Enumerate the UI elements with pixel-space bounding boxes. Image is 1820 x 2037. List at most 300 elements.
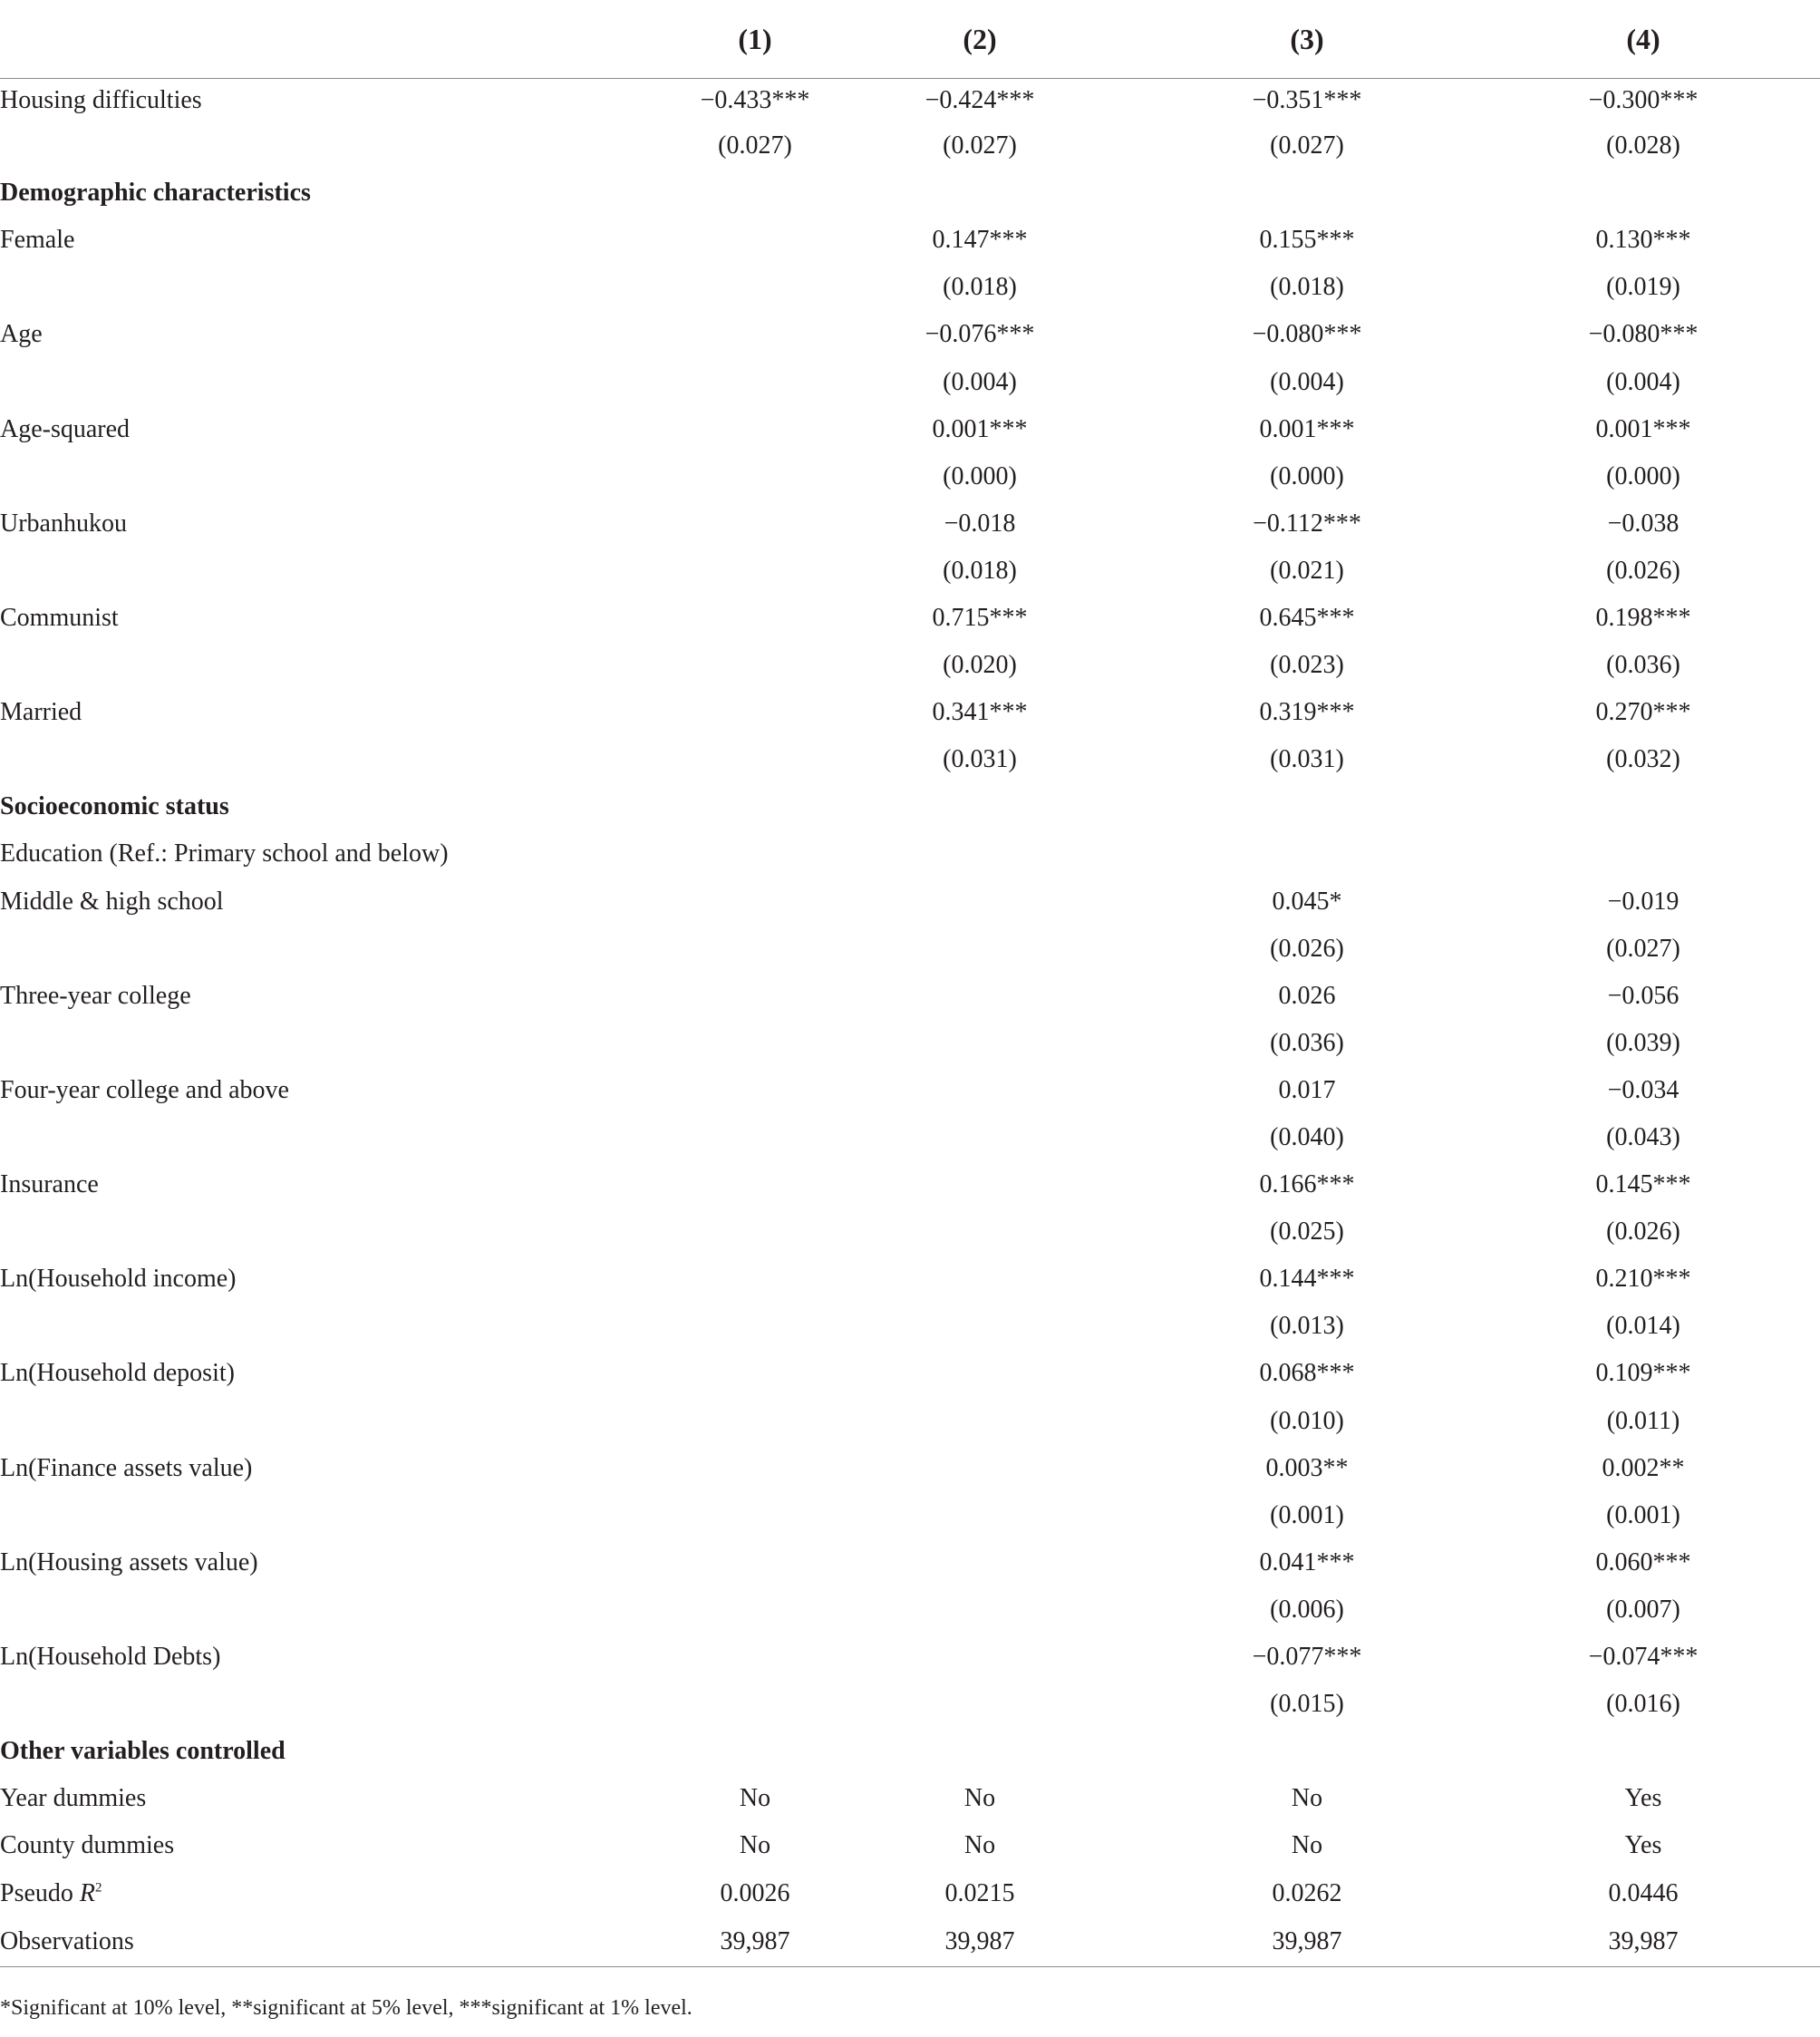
section-heading-socioeconomic-status: Socioeconomic status	[0, 792, 229, 821]
empty-label-cell	[0, 122, 580, 170]
standard-error-value: (0.027)	[943, 131, 1017, 160]
empty-label-cell	[0, 1020, 580, 1067]
empty-label-cell	[0, 1492, 580, 1539]
coefficient-cell	[812, 1256, 1147, 1303]
standard-error-row	[0, 1492, 1820, 1539]
standard-error-cell	[580, 453, 812, 500]
coefficient-cell	[1467, 595, 1820, 642]
coefficient-value: 0.001***	[932, 414, 1028, 443]
standard-error-row	[0, 642, 1820, 689]
statistic-value: No	[963, 1784, 996, 1813]
standard-error-value: (0.026)	[1606, 556, 1680, 585]
coefficient-row	[0, 689, 1820, 736]
empty-label-cell	[0, 1303, 580, 1350]
coefficient-cell	[1467, 500, 1820, 548]
column-header-model-1: (1)	[580, 0, 812, 79]
coefficient-cell	[812, 1350, 1147, 1397]
standard-error-cell	[812, 122, 1147, 170]
coefficient-cell	[1147, 878, 1467, 926]
coefficient-row	[0, 1445, 1820, 1492]
standard-error-cell	[1147, 926, 1467, 973]
statistic-label-pseudo-r	[0, 1869, 580, 1916]
standard-error-cell	[812, 1398, 1147, 1445]
table-body	[0, 79, 1820, 1967]
standard-error-cell	[1147, 1492, 1467, 1539]
empty-label-cell	[0, 453, 580, 500]
standard-error-cell	[580, 1398, 812, 1445]
standard-error-cell	[1147, 358, 1467, 405]
coefficient-cell	[812, 595, 1147, 642]
standard-error-row	[0, 122, 1820, 170]
coefficient-value: 0.341***	[932, 698, 1028, 727]
coefficient-value: −0.034	[1607, 1075, 1680, 1104]
subheading-education-ref-primary-school-and-below: Education (Ref.: Primary school and below)	[0, 839, 449, 868]
standard-error-cell	[580, 1020, 812, 1067]
standard-error-cell	[1147, 642, 1467, 689]
statistic-label-text: Pseudo R	[0, 1878, 96, 1907]
standard-error-cell	[580, 264, 812, 311]
variable-label-ln-household-debts: Ln(Household Debts)	[0, 1643, 221, 1672]
standard-error-cell	[580, 1114, 812, 1161]
variable-label-three-year-college: Three-year college	[0, 981, 191, 1010]
section-row	[0, 1728, 1820, 1775]
variable-label-married: Married	[0, 698, 82, 727]
coefficient-row	[0, 500, 1820, 548]
empty-label-cell	[0, 1114, 580, 1161]
standard-error-value: (0.031)	[1270, 745, 1344, 774]
standard-error-cell	[1467, 1492, 1820, 1539]
coefficient-row	[0, 79, 1820, 123]
section-heading-other-variables-controlled: Other variables controlled	[0, 1737, 286, 1766]
coefficient-cell	[580, 1350, 812, 1397]
section-heading-demographic-characteristics: Demographic characteristics	[0, 179, 311, 208]
coefficient-value: 0.715***	[932, 603, 1028, 632]
variable-label-ln-housing-assets-value: Ln(Housing assets value)	[0, 1547, 258, 1576]
coefficient-cell	[1467, 217, 1820, 264]
standard-error-cell	[812, 1020, 1147, 1067]
statistic-value: 39,987	[1467, 1917, 1820, 1967]
standard-error-cell	[1467, 264, 1820, 311]
coefficient-value: −0.351***	[1252, 86, 1362, 114]
coefficient-value: −0.056	[1607, 981, 1680, 1010]
standard-error-row	[0, 548, 1820, 595]
standard-error-cell	[580, 122, 812, 170]
statistic-label-text: Observations	[0, 1926, 134, 1955]
standard-error-value: (0.007)	[1606, 1595, 1680, 1624]
column-header-model-2: (2)	[812, 0, 1147, 79]
coefficient-value: −0.433***	[700, 86, 810, 114]
standard-error-value: (0.000)	[1606, 461, 1680, 490]
section-row	[0, 783, 1820, 830]
empty-label-cell	[0, 1681, 580, 1728]
standard-error-cell	[1467, 1208, 1820, 1256]
statistic-value: 0.0026	[720, 1878, 790, 1907]
standard-error-value: (0.026)	[1606, 1217, 1680, 1246]
coefficient-cell	[812, 1445, 1147, 1492]
statistic-row	[0, 1822, 1820, 1869]
coefficient-cell	[812, 689, 1147, 736]
standard-error-value: (0.027)	[718, 131, 792, 160]
coefficient-row	[0, 1256, 1820, 1303]
standard-error-row	[0, 1114, 1820, 1161]
coefficient-cell	[1147, 1445, 1467, 1492]
variable-label-age-squared: Age-squared	[0, 414, 131, 443]
statistic-label-observations	[0, 1917, 580, 1967]
coefficient-value: −0.300***	[1588, 86, 1699, 114]
column-header-model-4: (4)	[1467, 0, 1820, 79]
column-header-model-3: (3)	[1147, 0, 1467, 79]
standard-error-value: (0.018)	[943, 556, 1017, 585]
coefficient-value: 0.319***	[1259, 698, 1355, 727]
standard-error-row	[0, 453, 1820, 500]
statistic-label-county-dummies	[0, 1822, 580, 1869]
coefficient-cell	[580, 1067, 812, 1114]
standard-error-value: (0.019)	[1606, 273, 1680, 302]
coefficient-value: −0.080***	[1588, 320, 1699, 349]
coefficient-cell	[1147, 1634, 1467, 1681]
statistic-value: No	[739, 1784, 771, 1813]
coefficient-value: 0.060***	[1595, 1547, 1691, 1576]
coefficient-cell	[580, 311, 812, 358]
variable-label-four-year-college-and-above: Four-year college and above	[0, 1075, 289, 1104]
coefficient-cell	[1147, 1161, 1467, 1208]
coefficient-row	[0, 406, 1820, 453]
coefficient-cell	[580, 79, 812, 123]
coefficient-cell	[580, 973, 812, 1020]
coefficient-cell	[1147, 311, 1467, 358]
coefficient-value: −0.077***	[1252, 1643, 1362, 1672]
standard-error-value: (0.040)	[1270, 1123, 1344, 1152]
coefficient-cell	[580, 1634, 812, 1681]
statistic-value: No	[1291, 1831, 1323, 1860]
standard-error-cell	[812, 1208, 1147, 1256]
coefficient-cell	[1147, 406, 1467, 453]
standard-error-value: (0.013)	[1270, 1312, 1344, 1341]
standard-error-row	[0, 736, 1820, 783]
standard-error-value: (0.000)	[943, 461, 1017, 490]
standard-error-value: (0.001)	[1606, 1500, 1680, 1529]
empty-label-cell	[0, 1208, 580, 1256]
empty-label-cell	[0, 1398, 580, 1445]
coefficient-cell	[580, 595, 812, 642]
standard-error-value: (0.036)	[1270, 1028, 1344, 1057]
standard-error-row	[0, 358, 1820, 405]
empty-label-cell	[0, 926, 580, 973]
statistic-value: 39,987	[812, 1917, 1147, 1967]
table-header	[0, 0, 1820, 79]
standard-error-value: (0.039)	[1606, 1028, 1680, 1057]
standard-error-value: (0.010)	[1270, 1406, 1344, 1435]
coefficient-row	[0, 1539, 1820, 1586]
statistic-label-year-dummies	[0, 1775, 580, 1822]
standard-error-cell	[1467, 1303, 1820, 1350]
standard-error-cell	[1467, 1586, 1820, 1634]
standard-error-row	[0, 926, 1820, 973]
coefficient-cell	[580, 1256, 812, 1303]
standard-error-cell	[1147, 1114, 1467, 1161]
standard-error-value: (0.004)	[1270, 367, 1344, 396]
coefficient-value: 0.041***	[1259, 1547, 1355, 1576]
coefficient-cell	[812, 878, 1147, 926]
statistic-value: Yes	[1624, 1784, 1662, 1813]
empty-label-cell	[0, 548, 580, 595]
coefficient-value: −0.019	[1607, 887, 1680, 916]
standard-error-value: (0.027)	[1270, 131, 1344, 160]
empty-label-cell	[0, 642, 580, 689]
coefficient-cell	[1147, 1256, 1467, 1303]
coefficient-row	[0, 311, 1820, 358]
coefficient-cell	[1467, 1445, 1820, 1492]
standard-error-value: (0.011)	[1606, 1406, 1680, 1435]
standard-error-value: (0.043)	[1606, 1123, 1680, 1152]
coefficient-cell	[1467, 973, 1820, 1020]
standard-error-cell	[1147, 1303, 1467, 1350]
coefficient-cell	[1467, 1067, 1820, 1114]
coefficient-value: −0.074***	[1588, 1643, 1699, 1672]
statistic-value: 39,987	[1147, 1917, 1467, 1967]
coefficient-cell	[1467, 1256, 1820, 1303]
standard-error-value: (0.015)	[1270, 1690, 1344, 1719]
coefficient-row	[0, 1634, 1820, 1681]
standard-error-value: (0.014)	[1606, 1312, 1680, 1341]
coefficient-cell	[580, 217, 812, 264]
coefficient-row	[0, 1161, 1820, 1208]
standard-error-cell	[580, 358, 812, 405]
standard-error-cell	[1467, 358, 1820, 405]
standard-error-cell	[1147, 1208, 1467, 1256]
coefficient-value: 0.198***	[1595, 603, 1691, 632]
standard-error-value: (0.004)	[1606, 367, 1680, 396]
standard-error-cell	[580, 1303, 812, 1350]
standard-error-cell	[1147, 1020, 1467, 1067]
standard-error-cell	[812, 358, 1147, 405]
coefficient-cell	[812, 1067, 1147, 1114]
standard-error-cell	[1467, 1114, 1820, 1161]
statistic-value: No	[739, 1831, 771, 1860]
empty-label-cell	[0, 358, 580, 405]
header-row	[0, 0, 1820, 79]
standard-error-value: (0.036)	[1606, 651, 1680, 680]
statistic-row	[0, 1775, 1820, 1822]
superscript: 2	[95, 1880, 102, 1896]
standard-error-cell	[1147, 264, 1467, 311]
variable-label-ln-household-income: Ln(Household income)	[0, 1265, 237, 1294]
standard-error-cell	[1147, 453, 1467, 500]
standard-error-cell	[812, 1492, 1147, 1539]
variable-label-insurance: Insurance	[0, 1170, 99, 1199]
coefficient-cell	[812, 1161, 1147, 1208]
coefficient-value: 0.210***	[1595, 1265, 1691, 1294]
standard-error-cell	[812, 548, 1147, 595]
standard-error-cell	[1467, 548, 1820, 595]
standard-error-cell	[812, 264, 1147, 311]
standard-error-cell	[812, 453, 1147, 500]
statistic-value: Yes	[1624, 1831, 1662, 1860]
standard-error-cell	[580, 926, 812, 973]
coefficient-row	[0, 878, 1820, 926]
standard-error-cell	[812, 1681, 1147, 1728]
coefficient-row	[0, 217, 1820, 264]
coefficient-value: −0.018	[944, 509, 1016, 538]
coefficient-value: 0.145***	[1595, 1170, 1691, 1199]
coefficient-cell	[812, 79, 1147, 123]
coefficient-value: 0.026	[1278, 981, 1336, 1010]
statistic-value: No	[1291, 1784, 1323, 1813]
standard-error-cell	[1467, 642, 1820, 689]
statistic-value: 0.0446	[1608, 1878, 1679, 1907]
coefficient-cell	[580, 500, 812, 548]
coefficient-cell	[580, 1445, 812, 1492]
standard-error-cell	[812, 926, 1147, 973]
coefficient-cell	[580, 689, 812, 736]
statistic-value: 39,987	[580, 1917, 812, 1967]
standard-error-value: (0.018)	[1270, 273, 1344, 302]
standard-error-value: (0.018)	[943, 273, 1017, 302]
empty-label-cell	[0, 1586, 580, 1634]
coefficient-value: 0.002**	[1602, 1453, 1685, 1482]
coefficient-value: 0.045*	[1272, 887, 1342, 916]
coefficient-value: −0.424***	[925, 86, 1035, 114]
standard-error-row	[0, 1586, 1820, 1634]
variable-label-ln-household-deposit: Ln(Household deposit)	[0, 1359, 235, 1388]
standard-error-cell	[580, 736, 812, 783]
variable-label-age: Age	[0, 320, 43, 349]
standard-error-row	[0, 1398, 1820, 1445]
coefficient-cell	[1147, 595, 1467, 642]
coefficient-cell	[1147, 1539, 1467, 1586]
standard-error-value: (0.032)	[1606, 745, 1680, 774]
coefficient-cell	[580, 878, 812, 926]
standard-error-cell	[1147, 548, 1467, 595]
coefficient-cell	[1467, 1350, 1820, 1397]
subheading-row	[0, 830, 1820, 878]
standard-error-cell	[1147, 736, 1467, 783]
coefficient-cell	[812, 500, 1147, 548]
standard-error-value: (0.001)	[1270, 1500, 1344, 1529]
coefficient-value: 0.068***	[1259, 1359, 1355, 1388]
statistic-value: 0.0215	[944, 1878, 1015, 1907]
standard-error-cell	[580, 548, 812, 595]
coefficient-value: 0.130***	[1595, 226, 1691, 255]
standard-error-row	[0, 1681, 1820, 1728]
standard-error-cell	[1147, 1586, 1467, 1634]
coefficient-value: −0.038	[1607, 509, 1680, 538]
standard-error-cell	[812, 1303, 1147, 1350]
standard-error-cell	[812, 736, 1147, 783]
standard-error-value: (0.020)	[943, 651, 1017, 680]
variable-label-communist: Communist	[0, 603, 119, 632]
standard-error-value: (0.006)	[1270, 1595, 1344, 1624]
standard-error-value: (0.004)	[943, 367, 1017, 396]
coefficient-cell	[1467, 1539, 1820, 1586]
statistic-label-text: Year dummies	[0, 1784, 147, 1813]
coefficient-cell	[1147, 500, 1467, 548]
coefficient-value: 0.001***	[1259, 414, 1355, 443]
coefficient-cell	[812, 1539, 1147, 1586]
coefficient-cell	[1467, 878, 1820, 926]
statistic-value: 0.0262	[1272, 1878, 1342, 1907]
standard-error-cell	[812, 642, 1147, 689]
standard-error-cell	[580, 1681, 812, 1728]
coefficient-cell	[812, 973, 1147, 1020]
coefficient-row	[0, 1067, 1820, 1114]
empty-label-cell	[0, 264, 580, 311]
coefficient-value: 0.155***	[1259, 226, 1355, 255]
coefficient-cell	[812, 311, 1147, 358]
statistic-label-text: County dummies	[0, 1831, 175, 1860]
standard-error-cell	[1467, 1681, 1820, 1728]
table-footnote: *Significant at 10% level, **significant at 5% level, ***significant at 1% level.	[0, 1996, 692, 2020]
coefficient-cell	[1467, 1634, 1820, 1681]
standard-error-cell	[812, 1114, 1147, 1161]
coefficient-value: 0.144***	[1259, 1265, 1355, 1294]
coefficient-cell	[1147, 217, 1467, 264]
coefficient-cell	[580, 1161, 812, 1208]
standard-error-value: (0.026)	[1270, 934, 1344, 963]
standard-error-cell	[580, 1586, 812, 1634]
variable-label-urbanhukou: Urbanhukou	[0, 509, 127, 538]
standard-error-cell	[1467, 453, 1820, 500]
standard-error-cell	[1147, 122, 1467, 170]
standard-error-value: (0.023)	[1270, 651, 1344, 680]
coefficient-value: −0.076***	[925, 320, 1035, 349]
coefficient-cell	[580, 406, 812, 453]
statistic-value: No	[963, 1831, 996, 1860]
coefficient-value: 0.109***	[1595, 1359, 1691, 1388]
coefficient-cell	[1467, 311, 1820, 358]
standard-error-cell	[580, 642, 812, 689]
standard-error-cell	[580, 1492, 812, 1539]
standard-error-value: (0.021)	[1270, 556, 1344, 585]
column-header-variable	[0, 0, 580, 79]
coefficient-row	[0, 973, 1820, 1020]
coefficient-row	[0, 1350, 1820, 1397]
standard-error-cell	[1147, 1398, 1467, 1445]
standard-error-cell	[1147, 1681, 1467, 1728]
coefficient-value: 0.645***	[1259, 603, 1355, 632]
standard-error-value: (0.028)	[1606, 131, 1680, 160]
coefficient-cell	[812, 406, 1147, 453]
coefficient-cell	[1467, 79, 1820, 123]
standard-error-value: (0.000)	[1270, 461, 1344, 490]
coefficient-value: 0.270***	[1595, 698, 1691, 727]
coefficient-value: 0.003**	[1265, 1453, 1349, 1482]
coefficient-value: 0.017	[1278, 1075, 1336, 1104]
variable-label-ln-finance-assets-value: Ln(Finance assets value)	[0, 1453, 253, 1482]
coefficient-cell	[1147, 973, 1467, 1020]
coefficient-cell	[1147, 689, 1467, 736]
standard-error-value: (0.025)	[1270, 1217, 1344, 1246]
statistic-row	[0, 1917, 1820, 1967]
standard-error-value: (0.016)	[1606, 1690, 1680, 1719]
coefficient-value: 0.147***	[932, 226, 1028, 255]
variable-label-female: Female	[0, 226, 75, 255]
coefficient-cell	[580, 1539, 812, 1586]
statistic-row	[0, 1869, 1820, 1916]
standard-error-cell	[1467, 926, 1820, 973]
standard-error-row	[0, 1303, 1820, 1350]
standard-error-cell	[1467, 736, 1820, 783]
standard-error-cell	[580, 1208, 812, 1256]
coefficient-cell	[812, 1634, 1147, 1681]
coefficient-row	[0, 595, 1820, 642]
standard-error-row	[0, 264, 1820, 311]
coefficient-cell	[1147, 1067, 1467, 1114]
coefficient-value: 0.001***	[1595, 414, 1691, 443]
coefficient-cell	[1467, 689, 1820, 736]
coefficient-cell	[812, 217, 1147, 264]
standard-error-row	[0, 1020, 1820, 1067]
